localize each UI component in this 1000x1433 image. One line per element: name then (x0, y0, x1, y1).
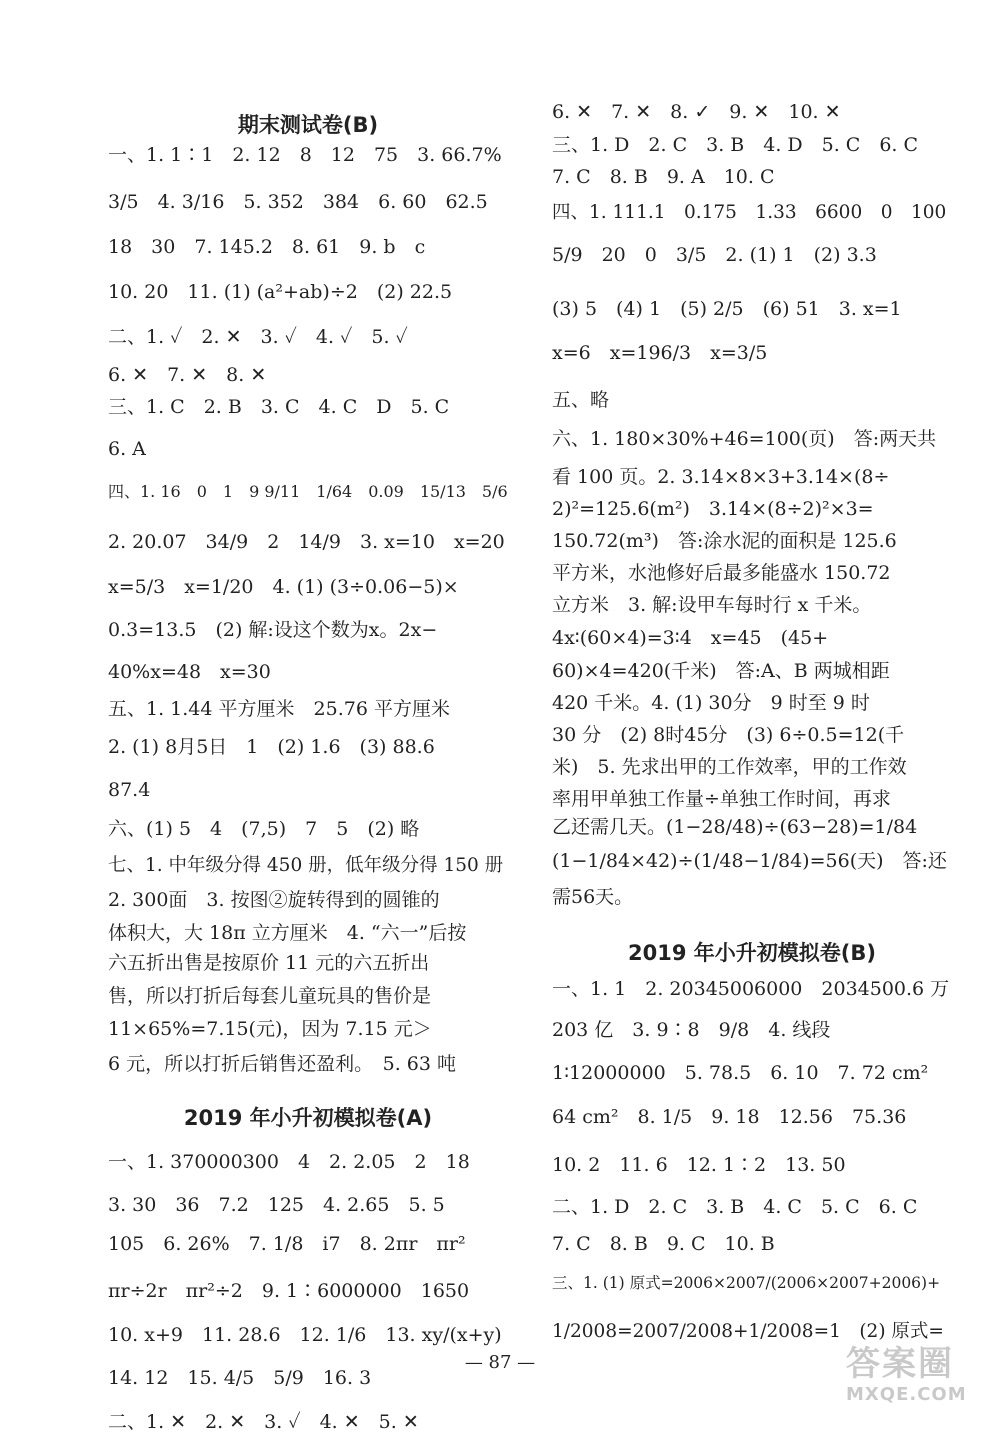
answer-line: 14. 12 15. 4/5 5/9 16. 3 (108, 1367, 372, 1389)
answer-line: 四、1. 16 0 1 9 9/11 1/64 0.09 15/13 5/6 (108, 482, 508, 501)
answer-line: x=5/3 x=1/20 4. (1) (3÷0.06−5)× (108, 576, 459, 598)
answer-line: (1−1/84×42)÷(1/48−1/84)=56(天) 答:还 (552, 850, 947, 872)
section-title: 2019 年小升初模拟卷(A) (183, 1106, 433, 1130)
answer-line: 150.72(m³) 答:涂水泥的面积是 125.6 (552, 530, 897, 552)
answer-line: 10. 20 11. (1) (a²+ab)÷2 (2) 22.5 (108, 281, 453, 303)
answer-line: 105 6. 26% 7. 1/8 i7 8. 2πr πr² (108, 1233, 466, 1255)
page-number: — 87 — (464, 1352, 536, 1373)
answer-line: 一、1. 370000300 4 2. 2.05 2 18 (108, 1151, 470, 1173)
answer-line: 2. 300面 3. 按图②旋转得到的圆锥的 (108, 889, 440, 911)
answer-line: 六、1. 180×30%+46=100(页) 答:两天共 (552, 428, 937, 450)
answer-line: 售，所以打折后每套儿童玩具的售价是 (108, 985, 432, 1007)
answer-line: 2. 20.07 34/9 2 14/9 3. x=10 x=20 (108, 531, 505, 553)
answer-line: 体积大，大 18π 立方厘米 4. “六一”后按 (108, 922, 467, 944)
section-title: 期末测试卷(B) (237, 113, 379, 137)
answer-line: 87.4 (108, 779, 151, 801)
answer-line: x=6 x=196/3 x=3/5 (552, 342, 768, 364)
answer-line: 三、1. D 2. C 3. B 4. D 5. C 6. C (552, 134, 919, 156)
answer-line: 一、1. 1∶1 2. 12 8 12 75 3. 66.7% (108, 144, 502, 166)
answer-line: 7. C 8. B 9. C 10. B (552, 1233, 775, 1255)
answer-line: πr÷2r πr²÷2 9. 1∶6000000 1650 (108, 1280, 470, 1302)
answer-line: 10. x+9 11. 28.6 12. 1/6 13. xy/(x+y) (108, 1324, 502, 1346)
answer-line: 6. ✕ 7. ✕ 8. ✕ (108, 364, 267, 386)
answer-line: 40%x=48 x=30 (108, 661, 271, 683)
section-title: 2019 年小升初模拟卷(B) (628, 941, 876, 965)
answer-line: 6 元，所以打折后销售还盈利。 5. 63 吨 (108, 1053, 457, 1075)
answer-line: 2)²=125.6(m²) 3.14×(8÷2)²×3= (552, 498, 874, 520)
answer-line: 六、(1) 5 4 (7,5) 7 5 (2) 略 (108, 818, 420, 840)
answer-line: 六五折出售是按原价 11 元的六五折出 (108, 952, 430, 974)
answer-line: 五、略 (552, 389, 610, 411)
answer-line: 60)×4=420(千米) 答:A、B 两城相距 (552, 660, 890, 682)
answer-line: 四、1. 111.1 0.175 1.33 6600 0 100 (552, 202, 947, 223)
answer-line: 2. (1) 8月5日 1 (2) 1.6 (3) 88.6 (108, 736, 435, 758)
answer-line: 立方米 3. 解:设甲车每时行 x 千米。 (552, 594, 872, 616)
answer-line: 6. A (108, 438, 146, 460)
answer-line: 二、1. ✕ 2. ✕ 3. ✓ 4. ✕ 5. ✕ (108, 1411, 419, 1433)
answer-line: 30 分 (2) 8时45分 (3) 6÷0.5=12(千 (552, 724, 905, 746)
answer-line: 1∶12000000 5. 78.5 6. 10 7. 72 cm² (552, 1062, 929, 1084)
answer-line: (3) 5 (4) 1 (5) 2/5 (6) 51 3. x=1 (552, 298, 902, 320)
answer-line: 6. ✕ 7. ✕ 8. ✓ 9. ✕ 10. ✕ (552, 101, 841, 123)
watermark-en: MXQE.COM (846, 1384, 967, 1405)
answer-line: 1/2008=2007/2008+1/2008=1 (2) 原式= (552, 1321, 944, 1342)
answer-line: 率用甲单独工作量÷单独工作时间，再求 (552, 788, 891, 810)
answer-line: 11×65%=7.15(元)，因为 7.15 元＞ (108, 1018, 432, 1040)
answer-line: 三、1. (1) 原式=2006×2007/(2006×2007+2006)+ (552, 1274, 941, 1292)
answer-line: 五、1. 1.44 平方厘米 25.76 平方厘米 (108, 698, 450, 720)
answer-line: 米) 5. 先求出甲的工作效率，甲的工作效 (552, 756, 907, 778)
answer-line: 420 千米。4. (1) 30分 9 时至 9 时 (552, 692, 870, 714)
answer-line: 10. 2 11. 6 12. 1∶2 13. 50 (552, 1154, 846, 1176)
answer-line: 0.3=13.5 (2) 解:设这个数为x。2x− (108, 619, 438, 641)
answer-line: 七、1. 中年级分得 450 册，低年级分得 150 册 (108, 855, 504, 876)
answer-line: 3. 30 36 7.2 125 4. 2.65 5. 5 (108, 1194, 445, 1216)
answer-line: 看 100 页。2. 3.14×8×3+3.14×(8÷ (552, 466, 890, 488)
watermark-logo (846, 1344, 986, 1412)
answer-line: 4x∶(60×4)=3∶4 x=45 (45+ (552, 627, 829, 649)
answer-line: 二、1. ✓ 2. ✕ 3. ✓ 4. ✓ 5. ✓ (108, 326, 408, 348)
watermark-cn: 答案圈 (846, 1344, 954, 1384)
answer-line: 5/9 20 0 3/5 2. (1) 1 (2) 3.3 (552, 244, 877, 266)
answer-line: 二、1. D 2. C 3. B 4. C 5. C 6. C (552, 1196, 918, 1218)
answer-line: 64 cm² 8. 1/5 9. 18 12.56 75.36 (552, 1106, 907, 1128)
answer-line: 一、1. 1 2. 20345006000 2034500.6 万 (552, 978, 950, 1000)
answer-line: 18 30 7. 145.2 8. 61 9. b c (108, 236, 426, 258)
answer-line: 3/5 4. 3/16 5. 352 384 6. 60 62.5 (108, 191, 488, 213)
answer-line: 7. C 8. B 9. A 10. C (552, 166, 775, 188)
answer-line: 三、1. C 2. B 3. C 4. C D 5. C (108, 396, 450, 418)
answer-line: 203 亿 3. 9∶8 9/8 4. 线段 (552, 1019, 831, 1041)
answer-line: 平方米，水池修好后最多能盛水 150.72 (552, 562, 891, 584)
answer-line: 乙还需几天。(1−28/48)÷(63−28)=1/84 (552, 816, 918, 838)
answer-line: 需56天。 (552, 886, 634, 908)
